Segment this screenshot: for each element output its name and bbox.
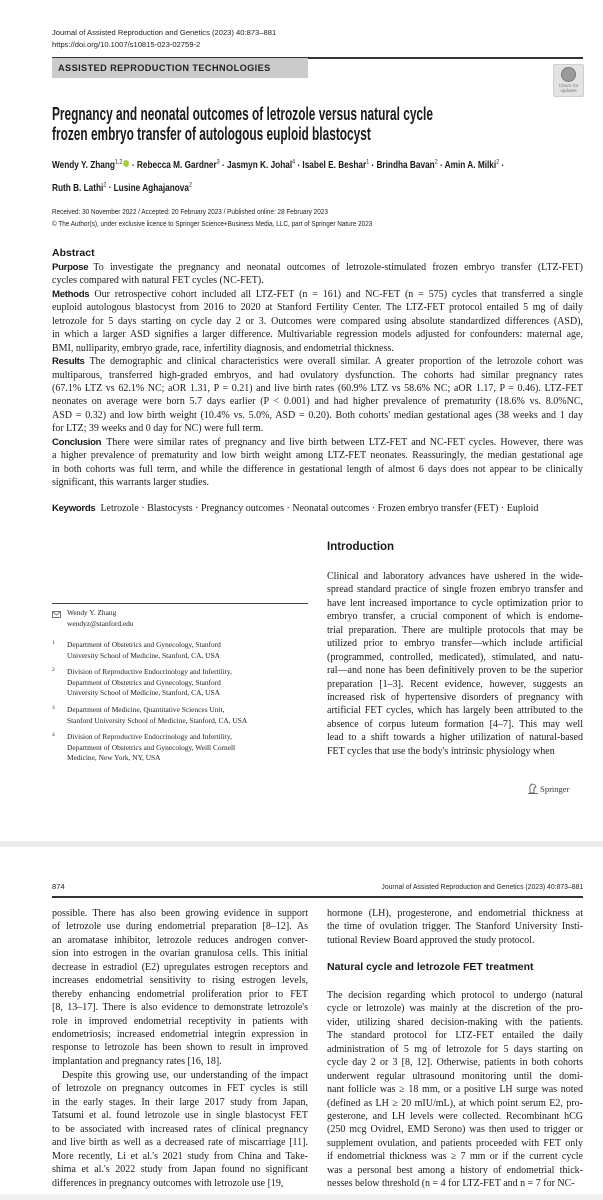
text-line: have lent increased importance to cycle optimization prior to xyxy=(327,597,583,609)
abstract-results-line: (67.1% LTZ vs 62.1% NC; aOR 1.31, P = 0.21) and live birth rates (60.9% LTZ vs 58.6% NC; aOR 1.17, P = 0.46). LTZ-FET xyxy=(52,382,583,394)
text-line: (250 mcg Ovidrel, EMD Serono) was then used to trigger or xyxy=(327,1124,583,1136)
section-label xyxy=(52,58,308,78)
abstract-results-line: multiparous, transferred high-graded embryos, and had ovulatory dysfunction. The cohorts had similar pregnancy rates xyxy=(52,369,583,381)
abstract-methods-line: letrozole for 5 days starting on cycle day 2 or 3. Outcomes were compared using absolute standardized differences (ASD), xyxy=(52,315,583,327)
text-line: of letrozole use during endometrial preparation [8–12]. As xyxy=(52,921,308,933)
body-paragraph xyxy=(327,989,583,1191)
text-line: nant follicle was ≥ 18 mm, or a positive LH surge was noted xyxy=(327,1084,583,1096)
publication-dates xyxy=(52,206,433,230)
text-line: trial preparation. There are multiple protocols that may be xyxy=(327,624,583,636)
text-line: (defined as LH ≥ 20 mIU/mL), at which point serum E2, pro- xyxy=(327,1097,583,1109)
text-line: More recently, Li et al.'s 2021 study from China and Take- xyxy=(52,1150,308,1162)
doi-link[interactable]: https://doi.org/10.1007/s10815-023-02759-2 xyxy=(52,40,201,49)
abstract-conclusion-line: in both cohorts was full term, and while the difference in gestational length of almost 6 days does not appear to be clinically xyxy=(52,463,583,475)
text-line: artificial FET cycles, which has largely been attributed to the xyxy=(327,705,583,717)
footnote-rule xyxy=(52,603,308,604)
author[interactable]: Wendy Y. Zhang$^{1,2}$ xyxy=(52,159,123,172)
author[interactable]: Jasmyn K. Johal$^4$ xyxy=(227,159,296,172)
page-number: 874 xyxy=(52,882,65,891)
abstract-conclusion-line: significant, this warrants larger studies. xyxy=(52,477,210,488)
page-break xyxy=(0,841,603,847)
running-header: Journal of Assisted Reproduction and Genetics (2023) 40:873–881 xyxy=(381,882,583,891)
author[interactable]: Lusine Aghajanova$^2$ xyxy=(113,181,192,194)
orcid-icon[interactable] xyxy=(123,160,129,167)
text-line: cycle day 2 or 3 [8, 12]. Otherwise, patients in both cohorts xyxy=(327,1057,583,1069)
text-line: hormone (LH), progesterone, and endometrial thickness at xyxy=(327,908,583,919)
copyright-text: © The Author(s), under exclusive licence to Springer Science+Business Media, LLC, part of Springer Nature 2023 xyxy=(52,219,373,228)
text-line: utilized prior to embryo transfer—which include artificial xyxy=(327,638,583,650)
abstract-heading: Abstract xyxy=(52,247,95,259)
text-line: supplement ovulation, and patients proceeded with FET only xyxy=(327,1137,583,1149)
abstract-purpose-line: cycles compared with natural FET cycles (NC-FET). xyxy=(52,275,264,287)
text-line: if endometrial thickness was ≥ 7 mm or if the current cycle xyxy=(327,1151,583,1163)
introduction-text xyxy=(327,570,583,758)
abstract-methods-line: in which a larger ASD signifies a larger difference. Multivariable regression models adjusted for confounders: maternal age, xyxy=(52,329,583,341)
keywords-text: Letrozole · Blastocysts · Pregnancy outcomes · Neonatal outcomes · Frozen embryo transfer (FET) · Euploid xyxy=(100,503,539,514)
text-line: the time of ovulation trigger. The Stanford University Insti- xyxy=(327,921,583,933)
text-line: gesterone, and LH levels were collected. Recombinant hCG xyxy=(327,1110,583,1122)
email-icon xyxy=(52,611,61,618)
abstract-results-line: neonates on average were born 5.7 days earlier (P < 0.001) and had higher prevalence of prematurity (18.6% vs. 8.0%NC, xyxy=(52,396,583,408)
author[interactable]: Rebecca M. Gardner$^3$ xyxy=(136,159,220,172)
text-line: (programmed, controlled, medicated), stimulated, and natu- xyxy=(327,651,583,663)
text-line: response to letrozole has been shown to result in improved xyxy=(52,1042,308,1054)
dates-text: Received: 30 November 2022 / Accepted: 20 February 2023 / Published online: 28 February 2023 xyxy=(52,207,328,216)
text-line: implantation and pregnancy rates [16, 18]. xyxy=(52,1055,222,1067)
journal-citation: Journal of Assisted Reproduction and Genetics (2023) 40:873–881 xyxy=(52,28,277,37)
text-line: increased risk of hypertensive disorders of pregnancy with xyxy=(327,691,583,703)
abstract-purpose-line xyxy=(52,261,583,274)
title-line: frozen embryo transfer of autologous euploid blastocyst xyxy=(52,124,371,144)
author[interactable]: Amin A. Milki$^2$ xyxy=(444,159,500,172)
text-line: tutional Review Board approved the study protocol. xyxy=(327,934,535,946)
check-updates-text: Check for xyxy=(558,83,579,88)
text-line: thereby enhancing endometrial proliferation prior to FET xyxy=(52,988,308,1000)
text-line: an aromatase inhibitor, letrozole reduces androgen conver- xyxy=(52,934,308,946)
text-line: increases endometrial sensitivity to rising estrogen levels, xyxy=(52,975,308,987)
abstract-section-label: Results xyxy=(52,356,85,368)
text-line: cycle or letrozole) was mainly at the discretion of the pro- xyxy=(327,1003,583,1015)
abstract-text: The demographic and clinical characteristics were overall similar. A greater proportion of the letrozole cohort was xyxy=(89,356,583,368)
abstract-methods-line xyxy=(52,288,583,301)
author[interactable]: Ruth B. Lathi$^2$ xyxy=(52,181,107,194)
text-line: differences in pregnancy outcomes with letrozole use [19, xyxy=(52,1177,284,1189)
publisher-name: Springer xyxy=(540,784,570,794)
text-line: spread standard practice of single frozen embryo transfer and xyxy=(327,584,583,596)
text-line: absence of corpus luteum formation [4–7]. This may well xyxy=(327,718,583,730)
correspondence xyxy=(52,608,134,629)
check-for-updates-button[interactable] xyxy=(553,64,584,97)
text-line: in the early stages. In their large 2017 study from Japan, xyxy=(52,1096,308,1108)
publisher-logo xyxy=(528,783,569,794)
author-list: Wendy Y. Zhang$^{1,2}$ · Rebecca M. Gardner$^3$ · Jasmyn K. Johal$^4$ · Isabel E. Beshar$^1$ · Brindha Bavan$^2$ · Amin A. Milki$^2$ · Ruth B. Lathi$^2$ · Lusine Aghajanova$^2$ xyxy=(52,159,505,194)
text-line: Tatsumi et al. found letrozole use in single blastocyst FET xyxy=(52,1110,308,1122)
text-line: administration of 5 mg of letrozole for 5 days starting on xyxy=(327,1043,583,1055)
springer-horse-icon xyxy=(528,783,538,794)
text-line: [8, 13–17]. There is also evidence to demonstrate letrozole's xyxy=(52,1002,308,1014)
text-line: endometriosis; increased endometrial integrin expression in xyxy=(52,1028,308,1040)
text-line: was a personal best among a history of endometrial thick- xyxy=(327,1164,583,1176)
article-title xyxy=(52,104,603,144)
text-line: decrease in estradiol (E2) upregulates estrogen receptors and xyxy=(52,961,308,973)
author[interactable]: Isabel E. Beshar$^1$ xyxy=(302,159,370,172)
text-line: embryo transfer, a crucial component of which is endome- xyxy=(327,611,583,623)
text-line: role in improved endometrial receptivity in patients with xyxy=(52,1015,308,1027)
abstract-section-label: Methods xyxy=(52,288,90,300)
page-bottom-edge xyxy=(0,1194,603,1200)
text-line: preparation [1–3]. Recent evidence, however, suggests an xyxy=(327,678,583,690)
abstract-methods-line: euploid autologous blastocyst from 2016 to 2020 at Stanford Fertility Center. The LTZ-FET protocol entailed 5 mg of daily xyxy=(52,302,583,314)
header-rule xyxy=(52,896,583,898)
affiliation: 1 Department of Obstetrics and Gynecology, Stanford University School of Medicine, Stanford, CA, USA xyxy=(52,640,221,660)
body-paragraph xyxy=(327,907,583,947)
text-line: vider, utilizing shared decision-making with the patients. xyxy=(327,1016,583,1028)
author[interactable]: Brindha Bavan$^2$ xyxy=(376,159,438,172)
check-updates-icon xyxy=(561,67,576,82)
affiliation: 2 Division of Reproductive Endocrinology and Infertility, Department of Obstetrics and Gynecology, Stanford University School of Medicine, Stanford, CA, USA xyxy=(52,667,232,698)
text-line: and live birth as well as a decreased rate of miscarriage [11]. xyxy=(52,1137,308,1149)
keywords xyxy=(52,503,538,514)
text-line: FET cycles that use the body's intrinsic physiology when xyxy=(327,745,555,757)
title-line: Pregnancy and neonatal outcomes of letrozole versus natural cycle xyxy=(52,104,433,124)
abstract-results-line: for LTZ; 39 weeks and 0 day for NC) were full term. xyxy=(52,423,264,435)
text-line: The decision regarding which protocol to undergo (natural xyxy=(327,990,583,1001)
abstract-section-label: Purpose xyxy=(52,262,89,273)
abstract-text: There were similar rates of pregnancy and live birth between LTZ-FET and NC-FET cycles. However, there was xyxy=(106,436,583,448)
introduction-heading: Introduction xyxy=(327,541,395,553)
text-line: shima et al.'s 2022 study from Japan found no significant xyxy=(52,1164,308,1176)
abstract-conclusion-line: a higher prevalence of prematurity and low birth weight among LTZ-FET neonates. Reassuringly, the median gestational age xyxy=(52,450,583,462)
text-line: Clinical and laboratory advances have ushered in the wide- xyxy=(327,571,583,582)
body-paragraph xyxy=(52,907,308,1068)
text-line: ral—and none has been definitively proven to be the superior xyxy=(327,665,583,677)
abstract-section-label: Conclusion xyxy=(52,436,102,448)
abstract-methods-line: BMI, nulliparity, embryo grade, race, infertility diagnosis, and endometrial thickness. xyxy=(52,342,394,354)
keywords-label: Keywords xyxy=(52,503,96,514)
abstract-conclusion-line xyxy=(52,436,583,449)
text-line: nesses below threshold (n = 4 for LTZ-FET and n = 7 for NC- xyxy=(327,1178,575,1190)
text-line: sion into estrogen in the ovarian granulosa cells. This initial xyxy=(52,948,308,960)
text-line: underwent regular ultrasound monitoring until the domi- xyxy=(327,1070,583,1082)
text-line: The standard protocol for LTZ-FET entailed the daily xyxy=(327,1030,583,1042)
section-heading: Natural cycle and letrozole FET treatment xyxy=(327,961,534,973)
section-label-text: ASSISTED REPRODUCTION TECHNOLOGIES xyxy=(58,63,271,73)
check-updates-text: updates xyxy=(560,88,577,93)
abstract-results-line: ASD = 0.32) and low birth weight (10.4% vs. 5.0%, ASD = 0.20). Both cohorts' median gestational ages (38 weeks and 1 day xyxy=(52,409,583,421)
text-line: to be associated with increased rates of clinical pregnancy xyxy=(52,1123,308,1135)
corresponding-author: Wendy Y. Zhang xyxy=(67,608,117,617)
text-line: Despite this growing use, our understanding of the impact xyxy=(62,1070,308,1081)
abstract-text: To investigate the pregnancy and neonatal outcomes of letrozole-stimulated frozen embryo transfer (LTZ-FET) xyxy=(93,262,583,273)
email-link[interactable]: wendyz@stanford.edu xyxy=(67,618,134,628)
text-line: possible. There has also been growing evidence in support xyxy=(52,908,308,919)
journal-header xyxy=(52,27,276,51)
abstract xyxy=(52,261,583,489)
text-line: of letrozole on pregnancy outcomes in FET cycles is still xyxy=(52,1083,308,1095)
abstract-results-line xyxy=(52,355,583,368)
affiliation: 4 Division of Reproductive Endocrinology and Infertility, Department of Obstetrics and Gynecology, Weill Cornell Medicine, New York, NY, USA xyxy=(52,732,236,763)
body-paragraph xyxy=(52,1069,308,1190)
text-line: lead to a shift towards a higher utilization of natural-based xyxy=(327,732,583,744)
affiliation: 3 Department of Medicine, Quantitative Sciences Unit, Stanford University School of Medicine, Stanford, CA, USA xyxy=(52,705,248,725)
abstract-text: Our retrospective cohort included all LTZ-FET (n = 161) and NC-FET (n = 575) cycles that transferred a single xyxy=(94,288,583,300)
